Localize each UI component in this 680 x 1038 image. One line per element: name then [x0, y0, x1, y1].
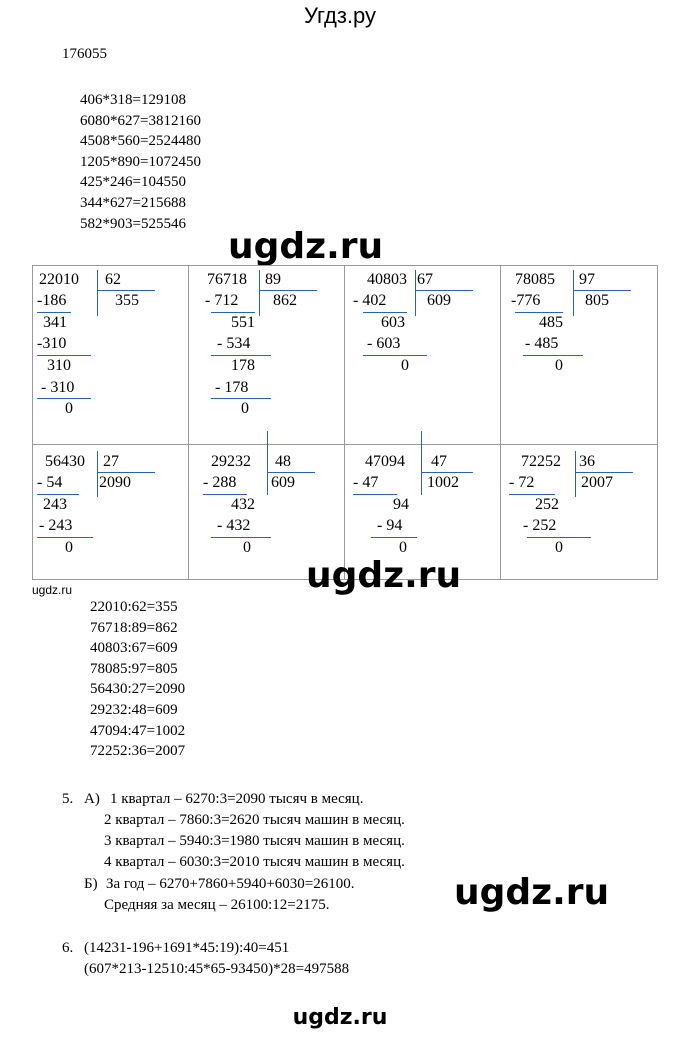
division-cell [501, 445, 657, 601]
task-line: (607*213-12510:45*65-93450)*28=497588 [84, 961, 350, 977]
multiplication-line: 344*627=215688 [80, 194, 186, 211]
watermark-small: ugdz.ru [32, 583, 73, 597]
subtrahend: - 310 [41, 379, 75, 396]
subtrahend: -310 [37, 335, 67, 352]
division-bar [575, 451, 576, 497]
underline [37, 312, 71, 313]
division-line [575, 472, 633, 473]
task-number: 5. [62, 791, 74, 807]
final-remainder: 0 [401, 357, 409, 374]
division-bar [97, 270, 98, 316]
subtrahend: - 603 [367, 335, 401, 352]
watermark: ugdz.ru [306, 555, 462, 596]
remainder: 603 [381, 314, 405, 331]
long-division-grid [32, 265, 658, 580]
dividend: 56430 [45, 453, 85, 470]
site-header: Угдз.ру [303, 3, 377, 28]
subtrahend: - 252 [523, 517, 557, 534]
division-line [97, 472, 155, 473]
underline [37, 537, 93, 538]
underline [37, 355, 91, 356]
remainder: 341 [43, 314, 67, 331]
division-result: 78085:97=805 [90, 660, 178, 677]
division-bar [421, 431, 422, 495]
divisor: 67 [417, 271, 433, 288]
subtrahend: - 432 [217, 517, 251, 534]
divisor: 89 [265, 271, 281, 288]
subtrahend: - 243 [39, 517, 73, 534]
quotient: 355 [115, 292, 139, 309]
division-result: 56430:27=2090 [90, 681, 186, 698]
remainder: 551 [231, 314, 255, 331]
task-line: (14231-196+1691*45:19):40=451 [84, 940, 290, 956]
remainder: 485 [539, 314, 563, 331]
division-bar [267, 431, 268, 495]
underline [37, 398, 91, 399]
division-line [267, 472, 315, 473]
division-cell [345, 266, 501, 422]
task-line: 3 квартал – 5940:3=1980 тысяч машин в месяц. [104, 833, 405, 849]
subtrahend: - 178 [215, 379, 249, 396]
division-result: 29232:48=609 [90, 701, 178, 718]
subtrahend: - 54 [37, 474, 63, 491]
dividend: 76718 [207, 271, 247, 288]
watermark: ugdz.ru [454, 872, 610, 913]
task-line: 2 квартал – 7860:3=2620 тысяч машин в месяц. [104, 812, 405, 828]
quotient: 1002 [427, 474, 459, 491]
final-remainder: 0 [243, 539, 251, 556]
task-number: 6. [62, 940, 74, 956]
division-bar [573, 270, 574, 316]
underline [37, 494, 79, 495]
task-line: За год – 6270+7860+5940+6030=26100. [106, 876, 355, 892]
exercise-number: 176055 [62, 46, 107, 62]
division-result: 76718:89=862 [90, 619, 178, 636]
final-remainder: 0 [555, 357, 563, 374]
dividend: 72252 [521, 453, 561, 470]
part-b-label: Б) [84, 876, 98, 892]
subtrahend: - 72 [509, 474, 535, 491]
subtrahend: -776 [511, 292, 541, 309]
remainder: 310 [47, 357, 71, 374]
division-bar [259, 270, 260, 316]
final-remainder: 0 [241, 400, 249, 417]
division-line [97, 290, 155, 291]
multiplication-line: 425*246=104550 [80, 174, 186, 191]
multiplication-line: 582*903=525546 [80, 215, 186, 232]
subtrahend: - 534 [217, 335, 251, 352]
underline [363, 355, 427, 356]
dividend: 29232 [211, 453, 251, 470]
multiplication-line: 1205*890=1072450 [80, 153, 201, 170]
underline [211, 398, 271, 399]
subtrahend: - 712 [205, 292, 239, 309]
division-result: 47094:47=1002 [90, 722, 186, 739]
divisor: 47 [431, 453, 447, 470]
quotient: 2007 [581, 474, 613, 491]
quotient: 862 [273, 292, 297, 309]
divisor: 97 [579, 271, 595, 288]
underline [523, 355, 583, 356]
underline [353, 494, 397, 495]
multiplication-line: 6080*627=3812160 [80, 112, 201, 129]
division-cell [189, 266, 345, 422]
underline [515, 312, 563, 313]
final-remainder: 0 [65, 539, 73, 556]
final-remainder: 0 [65, 400, 73, 417]
quotient: 805 [585, 292, 609, 309]
dividend: 47094 [365, 453, 405, 470]
subtrahend: - 288 [203, 474, 237, 491]
multiplication-line: 4508*560=2524480 [80, 133, 201, 150]
division-results-list [90, 597, 185, 762]
remainder: 178 [231, 357, 255, 374]
remainder: 94 [393, 496, 409, 513]
final-remainder: 0 [555, 539, 563, 556]
multiplication-line: 406*318=129108 [80, 92, 186, 108]
division-cell [33, 445, 189, 601]
subtrahend: - 402 [353, 292, 387, 309]
division-line [415, 290, 473, 291]
remainder: 243 [43, 496, 67, 513]
part-a-label: А) [84, 791, 100, 807]
dividend: 78085 [515, 271, 555, 288]
division-cell [501, 266, 657, 422]
underline [211, 312, 255, 313]
watermark: ugdz.ru [228, 226, 384, 267]
underline [363, 312, 407, 313]
quotient: 609 [271, 474, 295, 491]
task-line: 4 квартал – 6030:3=2010 тысяч машин в месяц. [104, 854, 405, 870]
division-line [259, 290, 317, 291]
division-cell [33, 266, 189, 422]
subtrahend: - 94 [377, 517, 403, 534]
divisor: 36 [579, 453, 595, 470]
remainder: 432 [231, 496, 255, 513]
divisor: 48 [275, 453, 291, 470]
division-result: 22010:62=355 [90, 599, 178, 615]
underline [211, 537, 271, 538]
division-result: 72252:36=2007 [90, 743, 186, 760]
final-remainder: 0 [399, 539, 407, 556]
subtrahend: - 485 [525, 335, 559, 352]
dividend: 40803 [367, 271, 407, 288]
division-result: 40803:67=609 [90, 640, 178, 657]
underline [509, 494, 555, 495]
underline [203, 494, 247, 495]
site-footer: ugdz.ru [292, 1005, 388, 1030]
divisor: 62 [105, 271, 121, 288]
subtrahend: -186 [37, 292, 67, 309]
dividend: 22010 [39, 271, 79, 288]
subtrahend: - 47 [353, 474, 379, 491]
task-line: Средняя за месяц – 26100:12=2175. [104, 897, 330, 913]
task-line: 1 квартал – 6270:3=2090 тысяч в месяц. [110, 791, 364, 807]
quotient: 2090 [99, 474, 131, 491]
remainder: 252 [535, 496, 559, 513]
division-line [421, 472, 473, 473]
quotient: 609 [427, 292, 451, 309]
division-bar [97, 451, 98, 497]
divisor: 27 [103, 453, 119, 470]
multiplication-list [80, 90, 201, 234]
underline [211, 355, 271, 356]
division-bar [415, 270, 416, 316]
underline [527, 537, 591, 538]
division-line [573, 290, 631, 291]
underline [371, 537, 417, 538]
